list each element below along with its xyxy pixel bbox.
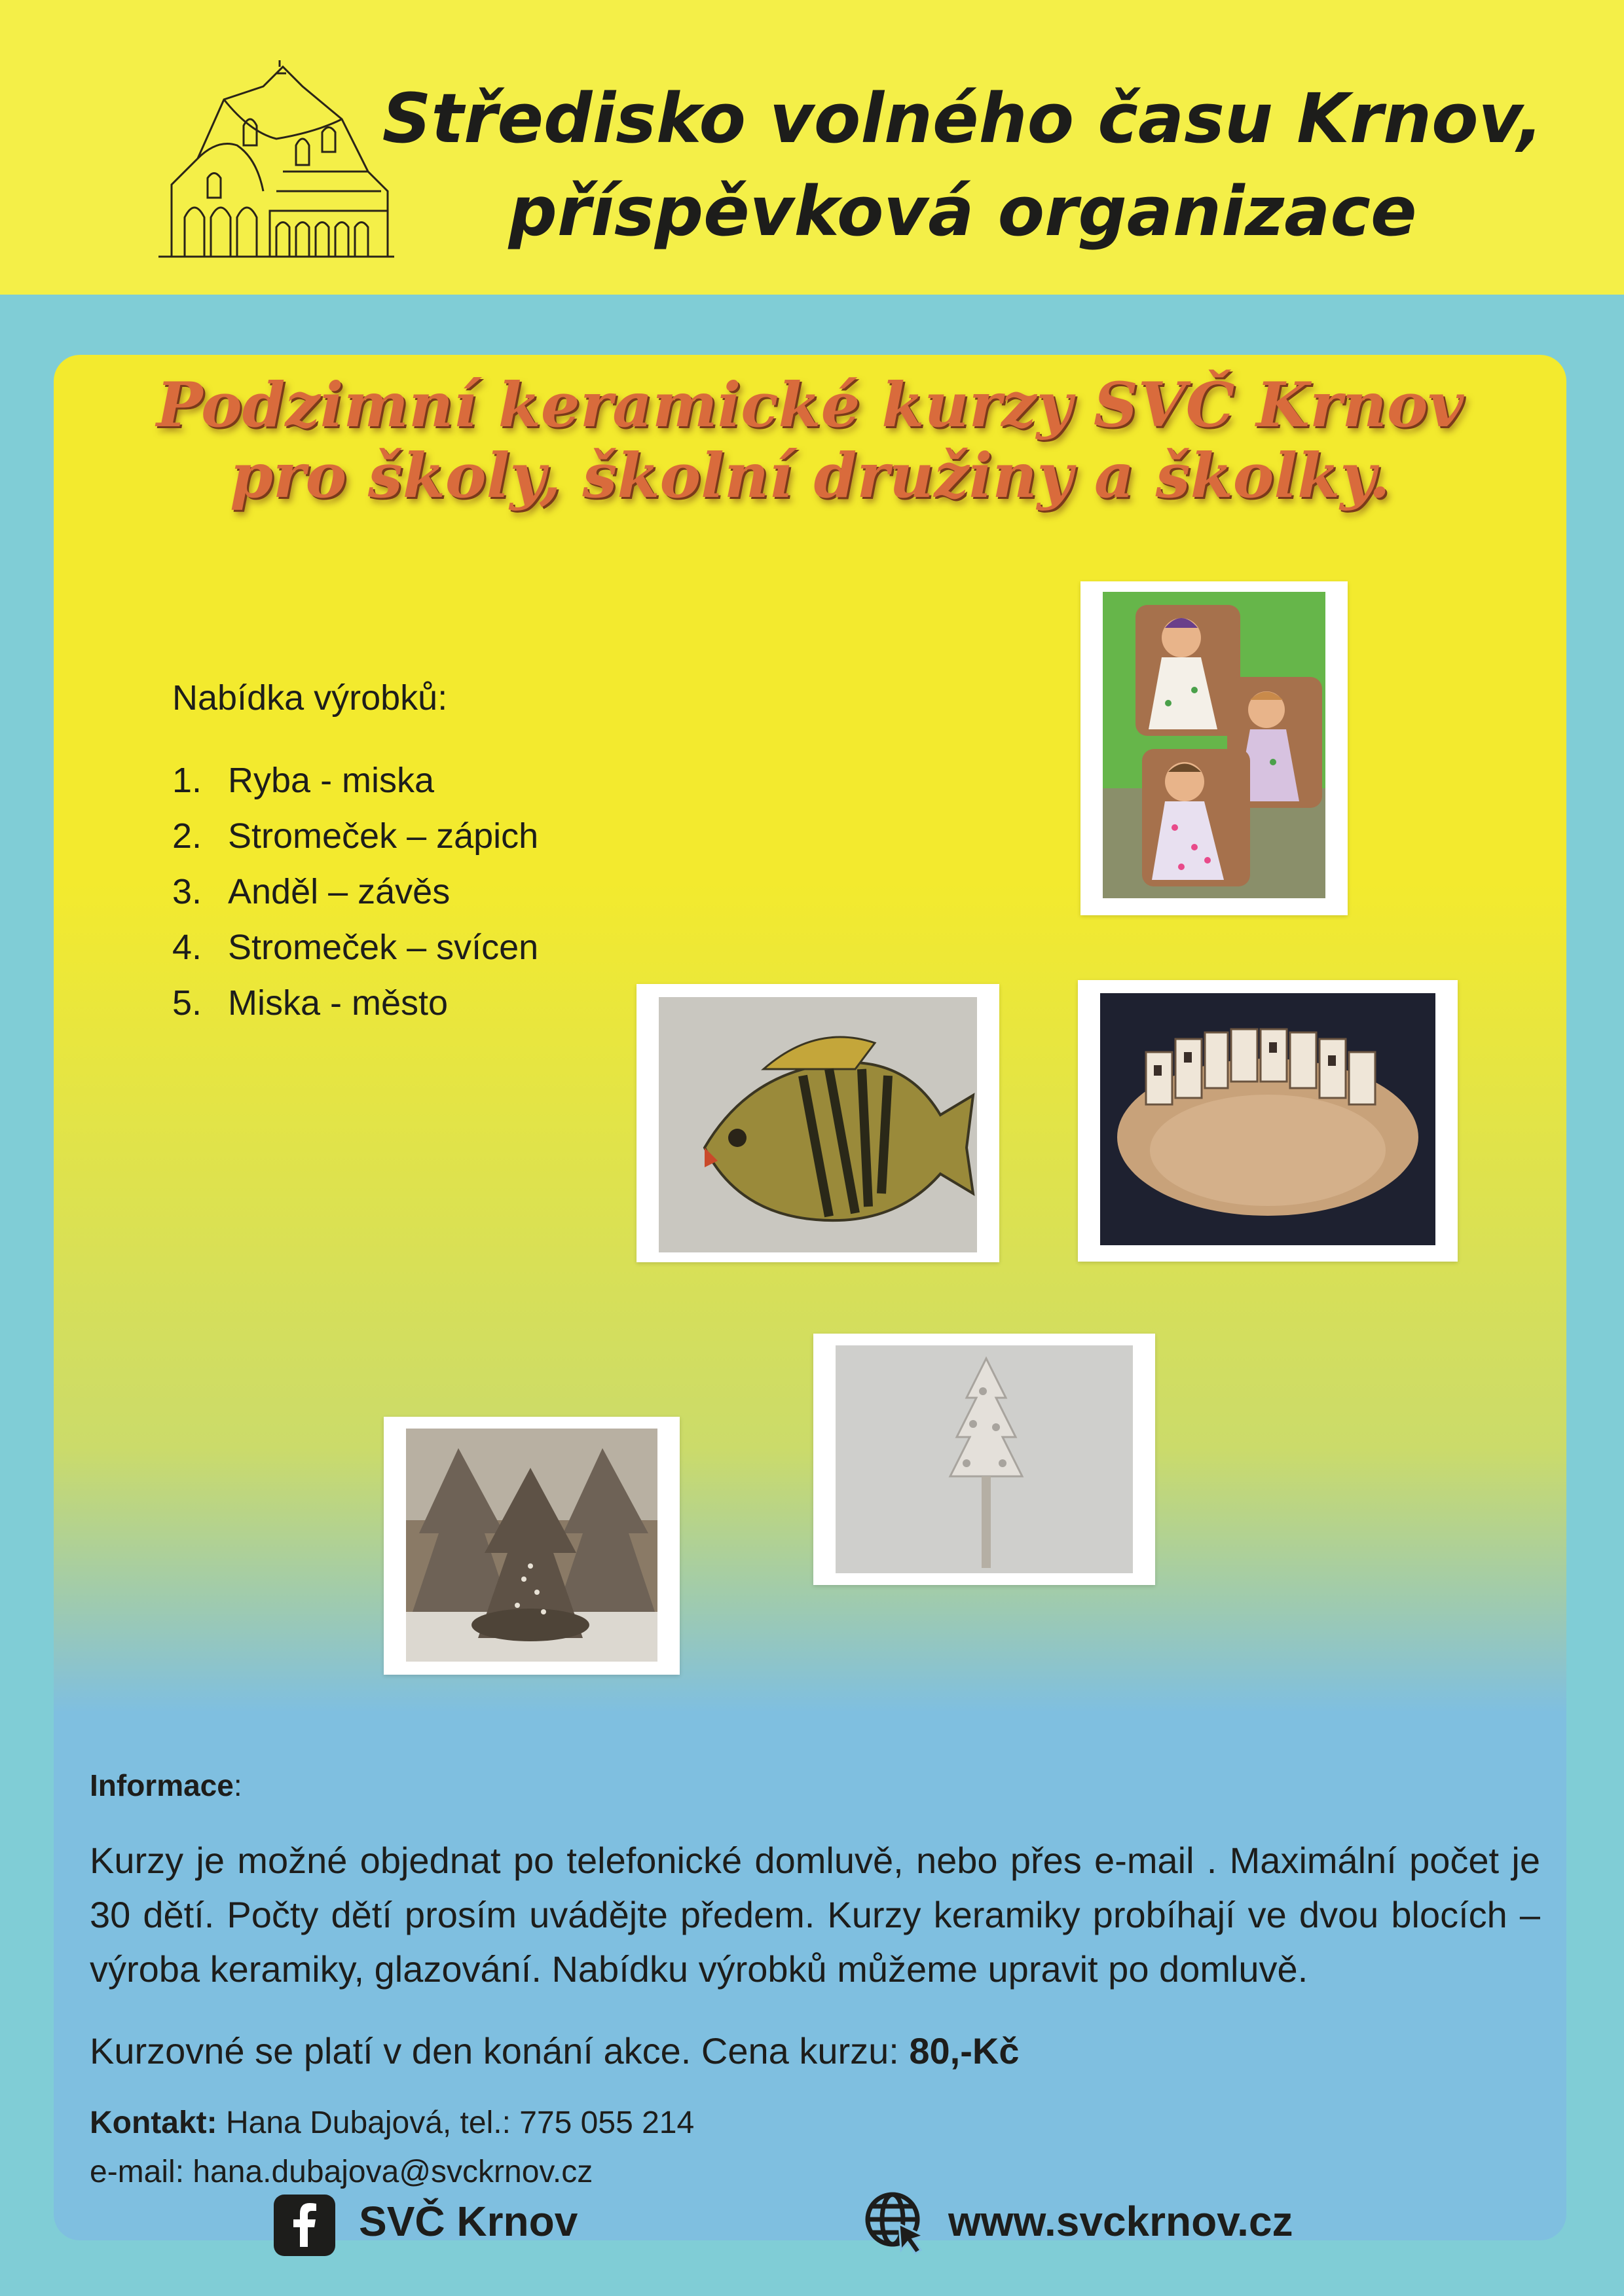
header-band	[0, 0, 1624, 295]
offer-list	[172, 753, 538, 1031]
organization-title	[367, 72, 1559, 258]
contact-line	[90, 2105, 694, 2141]
building-logo-icon	[145, 60, 401, 266]
fish-bowl-image	[659, 997, 977, 1252]
list-item-number: 4.	[172, 928, 202, 967]
price-value: 80,-Kč	[909, 2030, 1020, 2071]
list-item	[172, 809, 538, 864]
contact-value: Hana Dubajová, tel.: 775 055 214	[217, 2105, 695, 2140]
list-item-label: Ryba - miska	[228, 761, 435, 800]
email-line[interactable]: e-mail: hana.dubajova@svckrnov.cz	[90, 2155, 593, 2189]
organization-title-line2: příspěvková organizace	[508, 172, 1417, 251]
list-item	[172, 920, 538, 975]
list-item-number: 3.	[172, 872, 202, 911]
course-title-line2: pro školy, školní družiny a školky.	[230, 440, 1390, 512]
list-item-number: 5.	[172, 983, 202, 1023]
info-label	[90, 1768, 242, 1803]
list-item-label: Miska - město	[228, 983, 449, 1023]
list-item	[172, 753, 538, 809]
organization-title-line1: Středisko volného času Krnov,	[382, 79, 1543, 158]
website-link[interactable]: www.svckrnov.cz	[948, 2198, 1293, 2245]
info-label-suffix: :	[233, 1768, 242, 1802]
list-item	[172, 864, 538, 920]
list-item-number: 2.	[172, 816, 202, 856]
list-item-label: Stromeček – svícen	[228, 928, 539, 967]
list-item-number: 1.	[172, 761, 202, 800]
photo-tree-stake	[813, 1334, 1155, 1585]
info-text: Kurzy je možné objednat po telefonické domluvě, nebo přes e-mail . Maximální počet je 30 dětí. Počty dětí prosím uvádějte předem. Kurzy keramiky probíhají ve dvou blocích – výroba keramiky, glazování. Nabídku výrobků můžeme upravit po domluvě.	[90, 1840, 1540, 1990]
price-line	[90, 2030, 1019, 2072]
photo-tree-candle	[384, 1417, 680, 1675]
course-title-line1: Podzimní keramické kurzy SVČ Krnov	[156, 369, 1464, 441]
list-item-label: Anděl – závěs	[228, 872, 451, 911]
globe-cursor-icon[interactable]	[863, 2190, 929, 2255]
town-bowl-image	[1100, 993, 1435, 1245]
contact-label: Kontakt:	[90, 2105, 217, 2140]
info-label-text: Informace	[90, 1768, 234, 1802]
facebook-name[interactable]: SVČ Krnov	[359, 2198, 578, 2245]
photo-fish-bowl	[637, 984, 999, 1262]
tree-candle-holder-image	[406, 1429, 657, 1662]
photo-angels	[1080, 581, 1348, 915]
list-item	[172, 975, 538, 1031]
list-item-label: Stromeček – zápich	[228, 816, 539, 856]
offer-heading: Nabídka výrobků:	[172, 678, 448, 718]
facebook-icon[interactable]	[274, 2195, 335, 2256]
photo-town-bowl	[1078, 980, 1458, 1262]
angel-ornaments-image	[1103, 592, 1325, 898]
course-title	[54, 370, 1566, 511]
price-text: Kurzovné se platí v den konání akce. Cena kurzu:	[90, 2030, 910, 2071]
tree-stake-image	[836, 1345, 1133, 1573]
